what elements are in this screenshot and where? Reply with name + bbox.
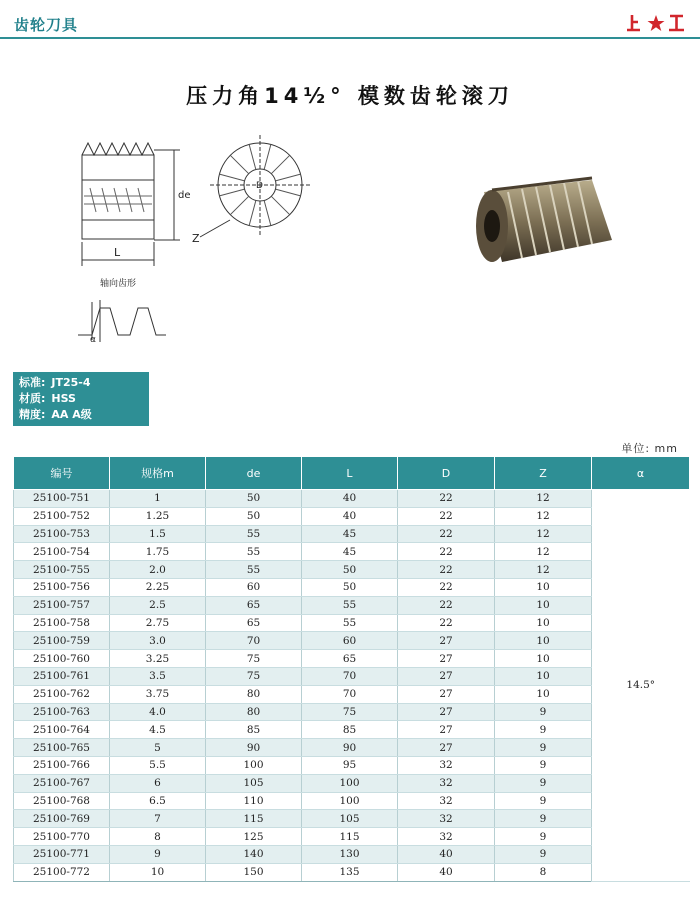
- spec-table: [13, 456, 690, 882]
- axial-profile-label: 轴向齿形: [100, 279, 137, 289]
- cell-de: 65: [206, 596, 302, 614]
- cell-code: 25100-764: [14, 721, 110, 739]
- cell-de: 105: [206, 774, 302, 792]
- cell-l: 55: [302, 596, 398, 614]
- cell-d: 40: [398, 863, 495, 881]
- cell-z: 12: [495, 490, 592, 508]
- cell-z: 10: [495, 614, 592, 632]
- cell-de: 90: [206, 739, 302, 757]
- cell-l: 115: [302, 828, 398, 846]
- cell-l: 50: [302, 561, 398, 579]
- z-label: Z: [192, 232, 200, 245]
- hob-end-view: [200, 135, 310, 237]
- spec-material: [19, 391, 149, 407]
- spec-precision-value: AA A级: [51, 408, 92, 421]
- spec-standard-label: 标准:: [19, 376, 46, 389]
- cell-code: 25100-762: [14, 685, 110, 703]
- cell-de: 110: [206, 792, 302, 810]
- table-row: [14, 650, 690, 668]
- cell-de: 65: [206, 614, 302, 632]
- table-row: [14, 774, 690, 792]
- category-title: 齿轮刀具: [14, 16, 79, 34]
- cell-code: 25100-751: [14, 490, 110, 508]
- col-header-d: D: [398, 457, 495, 490]
- cell-module: 3.75: [110, 685, 206, 703]
- cell-l: 45: [302, 525, 398, 543]
- cell-module: 1.25: [110, 507, 206, 525]
- cell-d: 22: [398, 578, 495, 596]
- cell-z: 9: [495, 810, 592, 828]
- spec-material-value: HSS: [51, 392, 76, 405]
- cell-code: 25100-752: [14, 507, 110, 525]
- cell-z: 9: [495, 792, 592, 810]
- cell-d: 27: [398, 721, 495, 739]
- cell-code: 25100-759: [14, 632, 110, 650]
- table-row: [14, 792, 690, 810]
- table-row: [14, 756, 690, 774]
- cell-module: 6.5: [110, 792, 206, 810]
- cell-z: 9: [495, 774, 592, 792]
- table-row: [14, 578, 690, 596]
- spec-precision-label: 精度:: [19, 408, 46, 421]
- cell-z: 10: [495, 685, 592, 703]
- cell-code: 25100-758: [14, 614, 110, 632]
- cell-module: 2.5: [110, 596, 206, 614]
- cell-d: 32: [398, 756, 495, 774]
- table-row: [14, 507, 690, 525]
- cell-module: 4.0: [110, 703, 206, 721]
- cell-module: 2.25: [110, 578, 206, 596]
- technical-drawings: [70, 130, 350, 354]
- cell-module: 6: [110, 774, 206, 792]
- cell-de: 55: [206, 543, 302, 561]
- cell-z: 12: [495, 507, 592, 525]
- spec-material-label: 材质:: [19, 392, 46, 405]
- cell-module: 3.0: [110, 632, 206, 650]
- table-row: [14, 828, 690, 846]
- cell-l: 45: [302, 543, 398, 561]
- cell-module: 4.5: [110, 721, 206, 739]
- cell-alpha: 14.5°: [592, 490, 690, 882]
- cell-z: 9: [495, 721, 592, 739]
- cell-z: 10: [495, 650, 592, 668]
- cell-module: 5: [110, 739, 206, 757]
- brand-logo: [626, 12, 686, 39]
- cell-de: 80: [206, 703, 302, 721]
- cell-d: 22: [398, 614, 495, 632]
- cell-code: 25100-766: [14, 756, 110, 774]
- cell-l: 55: [302, 614, 398, 632]
- alpha-label: α: [90, 335, 96, 345]
- table-row: [14, 667, 690, 685]
- cell-d: 32: [398, 810, 495, 828]
- table-row: [14, 685, 690, 703]
- cell-module: 8: [110, 828, 206, 846]
- cell-code: 25100-756: [14, 578, 110, 596]
- cell-d: 22: [398, 490, 495, 508]
- d-label: D: [256, 181, 263, 191]
- table-row: [14, 721, 690, 739]
- table-body: [14, 490, 690, 882]
- cell-l: 70: [302, 685, 398, 703]
- table-row: [14, 596, 690, 614]
- col-header-de: de: [206, 457, 302, 490]
- cell-l: 100: [302, 774, 398, 792]
- cell-de: 50: [206, 490, 302, 508]
- cell-z: 10: [495, 667, 592, 685]
- cell-d: 27: [398, 632, 495, 650]
- cell-code: 25100-768: [14, 792, 110, 810]
- cell-z: 8: [495, 863, 592, 881]
- table-row: [14, 863, 690, 881]
- cell-module: 2.75: [110, 614, 206, 632]
- cell-l: 50: [302, 578, 398, 596]
- cell-z: 12: [495, 543, 592, 561]
- spec-precision: [19, 407, 149, 423]
- cell-de: 80: [206, 685, 302, 703]
- unit-label: 单位: mm: [621, 442, 678, 455]
- col-header-alpha: α: [592, 457, 690, 490]
- cell-code: 25100-754: [14, 543, 110, 561]
- cell-d: 40: [398, 845, 495, 863]
- col-header-module: 规格m: [110, 457, 206, 490]
- cell-l: 70: [302, 667, 398, 685]
- cell-z: 10: [495, 578, 592, 596]
- cell-d: 22: [398, 596, 495, 614]
- l-label: L: [114, 246, 121, 259]
- table-row: [14, 845, 690, 863]
- header-rule: [0, 37, 700, 39]
- cell-d: 32: [398, 792, 495, 810]
- cell-module: 1: [110, 490, 206, 508]
- table-row: [14, 525, 690, 543]
- cell-d: 27: [398, 703, 495, 721]
- cell-l: 135: [302, 863, 398, 881]
- cell-z: 12: [495, 525, 592, 543]
- cell-de: 55: [206, 561, 302, 579]
- cell-code: 25100-755: [14, 561, 110, 579]
- cell-de: 100: [206, 756, 302, 774]
- cell-code: 25100-771: [14, 845, 110, 863]
- spec-standard: [19, 375, 149, 391]
- table-row: [14, 739, 690, 757]
- table-row: [14, 703, 690, 721]
- cell-l: 95: [302, 756, 398, 774]
- cell-l: 75: [302, 703, 398, 721]
- cell-code: 25100-761: [14, 667, 110, 685]
- table-row: [14, 490, 690, 508]
- cell-d: 22: [398, 561, 495, 579]
- cell-l: 85: [302, 721, 398, 739]
- table-row: [14, 614, 690, 632]
- cell-d: 32: [398, 774, 495, 792]
- table-row: [14, 810, 690, 828]
- cell-code: 25100-757: [14, 596, 110, 614]
- cell-module: 1.75: [110, 543, 206, 561]
- cell-l: 40: [302, 507, 398, 525]
- cell-de: 125: [206, 828, 302, 846]
- cell-module: 9: [110, 845, 206, 863]
- table-row: [14, 561, 690, 579]
- col-header-z: Z: [495, 457, 592, 490]
- cell-module: 7: [110, 810, 206, 828]
- spec-standard-value: JT25-4: [51, 376, 91, 389]
- cell-de: 55: [206, 525, 302, 543]
- cell-d: 32: [398, 828, 495, 846]
- de-label: de: [178, 190, 191, 201]
- cell-d: 22: [398, 525, 495, 543]
- cell-de: 50: [206, 507, 302, 525]
- cell-l: 60: [302, 632, 398, 650]
- table-header-row: [14, 457, 690, 490]
- cell-module: 1.5: [110, 525, 206, 543]
- cell-d: 27: [398, 685, 495, 703]
- cell-de: 85: [206, 721, 302, 739]
- hob-side-view: [82, 143, 180, 266]
- cell-de: 140: [206, 845, 302, 863]
- cell-code: 25100-763: [14, 703, 110, 721]
- cell-z: 9: [495, 828, 592, 846]
- cell-code: 25100-772: [14, 863, 110, 881]
- cell-l: 100: [302, 792, 398, 810]
- cell-l: 105: [302, 810, 398, 828]
- cell-l: 90: [302, 739, 398, 757]
- cell-l: 40: [302, 490, 398, 508]
- cell-d: 27: [398, 667, 495, 685]
- cell-z: 10: [495, 632, 592, 650]
- cell-d: 22: [398, 543, 495, 561]
- cell-de: 70: [206, 632, 302, 650]
- cell-z: 9: [495, 845, 592, 863]
- cell-z: 12: [495, 561, 592, 579]
- cell-d: 27: [398, 650, 495, 668]
- cell-de: 60: [206, 578, 302, 596]
- col-header-code: 编号: [14, 457, 110, 490]
- cell-de: 115: [206, 810, 302, 828]
- cell-l: 130: [302, 845, 398, 863]
- cell-z: 10: [495, 596, 592, 614]
- cell-code: 25100-767: [14, 774, 110, 792]
- cell-z: 9: [495, 739, 592, 757]
- cell-module: 3.25: [110, 650, 206, 668]
- cell-de: 150: [206, 863, 302, 881]
- cell-code: 25100-760: [14, 650, 110, 668]
- col-header-l: L: [302, 457, 398, 490]
- cell-module: 10: [110, 863, 206, 881]
- cell-l: 65: [302, 650, 398, 668]
- cell-code: 25100-769: [14, 810, 110, 828]
- cell-module: 3.5: [110, 667, 206, 685]
- cell-de: 75: [206, 650, 302, 668]
- hob-photo: [462, 162, 622, 291]
- cell-d: 27: [398, 739, 495, 757]
- cell-code: 25100-753: [14, 525, 110, 543]
- spec-box: [13, 372, 149, 426]
- cell-module: 2.0: [110, 561, 206, 579]
- table-row: [14, 543, 690, 561]
- cell-z: 9: [495, 703, 592, 721]
- cell-code: 25100-770: [14, 828, 110, 846]
- page-title: 压力角14½° 模数齿轮滚刀: [186, 84, 514, 108]
- cell-code: 25100-765: [14, 739, 110, 757]
- cell-d: 22: [398, 507, 495, 525]
- cell-de: 75: [206, 667, 302, 685]
- cell-z: 9: [495, 756, 592, 774]
- table-row: [14, 632, 690, 650]
- cell-module: 5.5: [110, 756, 206, 774]
